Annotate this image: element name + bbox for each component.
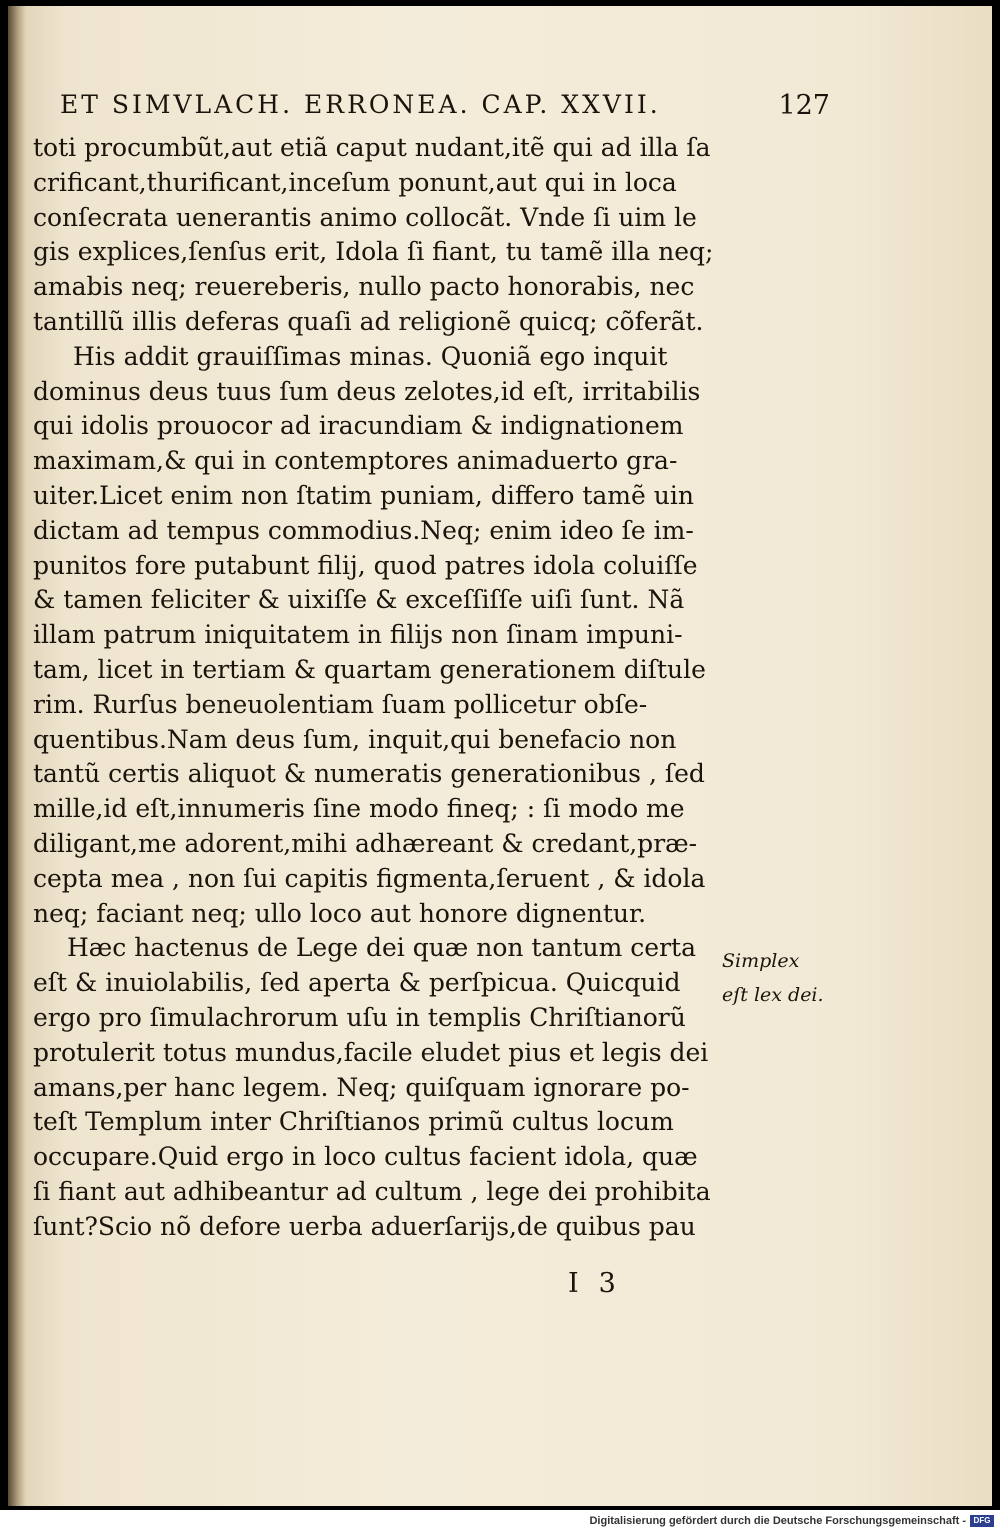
text-line: maximam,& qui in contemptores animaduerto gra- (33, 446, 678, 476)
text-line: amans,per hanc legem. Neq; quiſquam ignorare po- (33, 1072, 690, 1102)
text-line: crificant,thurificant,inceſum ponunt,aut qui in loca (33, 167, 677, 197)
text-line: eſt & inuiolabilis, ſed aperta & perſpicua. Quicquid (33, 968, 681, 998)
text-line: mille,id eſt,innumeris ſine modo fineq; : ſi modo me (33, 794, 685, 824)
dfg-logo-icon: DFG (970, 1515, 994, 1527)
text-line: ſi fiant aut adhibeantur ad cultum , lege dei prohibita (33, 1176, 711, 1206)
signature-letter: I (568, 1268, 599, 1299)
text-line: tam, licet in tertiam & quartam generationem diſtule (33, 654, 706, 684)
text-line: neq; faciant neq; ullo loco aut honore dignentur. (33, 898, 647, 928)
text-line: gis explices,ſenſus erit, Idola ſi fiant, tu tamẽ illa neq; (33, 237, 714, 267)
text-line: tantillũ illis deferas quaſi ad religionẽ quicq; cõferãt. (33, 306, 704, 336)
text-line: tantũ certis aliquot & numeratis generationibus , ſed (33, 759, 705, 789)
text-line: qui idolis prouocor ad iracundiam & indignationem (33, 411, 684, 441)
text-line: Hæc hactenus de Lege dei quæ non tantum certa (67, 933, 697, 963)
marginal-note-line: eſt lex dei. (722, 984, 824, 1006)
signature-number: 3 (598, 1268, 636, 1299)
text-line: punitos fore putabunt filij, quod patres idola coluiſſe (33, 550, 698, 580)
body-text (33, 131, 733, 1245)
marginal-note-line: Simplex (722, 950, 800, 972)
footer-bar (0, 1510, 1000, 1532)
text-line: dominus deus tuus ſum deus zelotes,id eſt, irritabilis (33, 376, 701, 406)
text-line: quentibus.Nam deus ſum, inquit,qui benefacio non (33, 724, 677, 754)
text-line: teſt Templum inter Chriſtianos primũ cultus locum (33, 1107, 674, 1137)
text-line: cepta mea , non ſui capitis figmenta,ſeruent , & idola (33, 863, 706, 893)
page-number: 127 (778, 90, 830, 121)
text-line: His addit grauiſſimas minas. Quoniã ego inquit (73, 341, 668, 371)
text-line: amabis neq; reuereberis, nullo pacto honorabis, nec (33, 272, 695, 302)
text-line: uiter.Licet enim non ſtatim puniam, differo tamẽ uin (33, 480, 694, 510)
page-header (60, 86, 830, 126)
text-line: protulerit totus mundus,facile eludet pius et legis dei (33, 1037, 709, 1067)
text-line: & tamen feliciter & uixiſſe & exceſſiſſe uiſi ſunt. Nã (33, 585, 685, 615)
text-line: ergo pro ſimulachrorum uſu in templis Chriſtianorũ (33, 1002, 686, 1032)
text-line: toti procumbũt,aut etiã caput nudant,itẽ qui ad illa ſa (33, 133, 711, 162)
signature-mark (568, 1268, 636, 1299)
text-line: ſunt?Scio nõ defore uerba aduerſarijs,de quibus pau (33, 1211, 696, 1241)
text-line: conſecrata uenerantis animo collocãt. Vnde ſi uim le (33, 202, 697, 232)
text-line: illam patrum iniquitatem in filijs non ſinam impuni- (33, 620, 683, 650)
binding-shadow (8, 6, 26, 1506)
text-line: diligant,me adorent,mihi adhæreant & credant,præ- (33, 828, 698, 858)
text-line: occupare.Quid ergo in loco cultus facient idola, quæ (33, 1142, 698, 1172)
marginal-note (722, 944, 832, 1012)
text-line: rim. Rurſus beneuolentiam ſuam pollicetur obſe- (33, 689, 648, 719)
funding-notice: Digitalisierung gefördert durch die Deutsche Forschungsgemeinschaft - (589, 1515, 966, 1527)
running-head: ET SIMVLACH. ERRONEA. CAP. XXVII. (60, 90, 661, 119)
text-line: dictam ad tempus commodius.Neq; enim ideo ſe im- (33, 515, 694, 545)
book-page (8, 6, 992, 1506)
